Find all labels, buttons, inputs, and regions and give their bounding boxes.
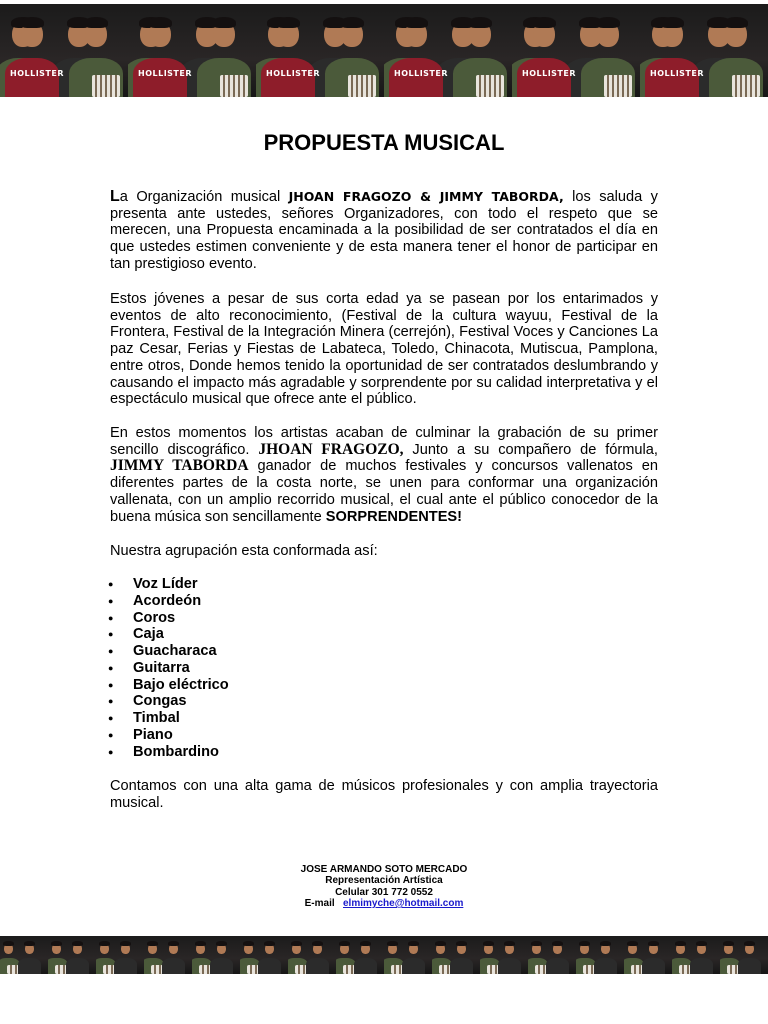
instrument-list-item: [108, 593, 229, 610]
bullet-icon: ●: [108, 579, 114, 589]
banner-figure-hair: [532, 17, 556, 28]
banner-figure-hair: [339, 941, 350, 946]
banner-photo-tile: [144, 936, 192, 974]
banner-photo-tile: [128, 4, 256, 97]
bullet-icon: ●: [108, 713, 114, 723]
banner-shirt-logo: HOLLISTER: [394, 69, 449, 79]
banner-photo-tile: [624, 936, 672, 974]
instrument-label: Piano: [133, 726, 173, 743]
banner-figure-hair: [212, 17, 236, 28]
instrument-list-item: [108, 727, 229, 744]
banner-figure-shirt: [210, 958, 233, 974]
bottom-photo-banner: [0, 936, 768, 974]
banner-figure-shirt: [114, 958, 137, 974]
banner-figure-hair: [627, 941, 638, 946]
banner-accordion: [732, 75, 760, 97]
instrument-label: Bajo eléctrico: [133, 676, 229, 693]
banner-figure-hair: [360, 941, 371, 946]
recording-paragraph: [110, 425, 658, 525]
instrument-list-item: [108, 626, 229, 643]
closing-paragraph: Contamos con una alta gama de músicos profesionales y con amplia trayectoria musical.: [110, 778, 658, 811]
banner-figure-hair: [264, 941, 275, 946]
banner-accordion: [7, 965, 19, 974]
instrument-list-item: [108, 660, 229, 677]
intro-paragraph: [110, 189, 658, 273]
banner-figure-hair: [148, 17, 172, 28]
bullet-icon: ●: [108, 646, 114, 656]
banner-figure-hair: [552, 941, 563, 946]
signatory-name: JOSE ARMANDO SOTO MERCADO: [300, 864, 468, 875]
signature-block: [0, 864, 768, 909]
bullet-icon: ●: [108, 696, 114, 707]
banner-figure-shirt: [402, 958, 425, 974]
banner-accordion: [727, 965, 739, 974]
banner-figure-hair: [723, 941, 734, 946]
bullet-icon: ●: [108, 595, 114, 606]
intro-text: a Organización musical: [119, 189, 289, 205]
banner-photo-tile: [432, 936, 480, 974]
group-intro-paragraph: Nuestra agrupación esta conformada así:: [110, 543, 378, 559]
banner-figure-hair: [483, 941, 494, 946]
banner-figure-shirt: [306, 958, 329, 974]
banner-figure-hair: [20, 17, 44, 28]
organization-name: JHOAN FRAGOZO & JIMMY TABORDA,: [288, 189, 564, 204]
banner-photo-tile: [48, 936, 96, 974]
recording-text-1: En estos momentos los artistas acaban de culminar la grabación de su primer sencillo discográfico.: [110, 425, 658, 458]
artist-name-jimmy: JIMMY TABORDA: [110, 457, 249, 475]
banner-accordion: [487, 965, 499, 974]
instrument-label: Caja: [133, 626, 164, 643]
email-link[interactable]: elmimyche@hotmail.com: [343, 897, 464, 909]
banner-accordion: [55, 965, 67, 974]
bullet-icon: ●: [108, 679, 114, 690]
banner-figure-hair: [600, 941, 611, 946]
banner-figure-hair: [504, 941, 515, 946]
banner-figure-hair: [243, 941, 254, 946]
banner-figure-hair: [404, 17, 428, 28]
banner-figure-hair: [675, 941, 686, 946]
instrument-label: Voz Líder: [133, 576, 198, 592]
banner-photo-tile: [512, 4, 640, 97]
banner-figure-hair: [596, 17, 620, 28]
banner-figure-shirt: [18, 958, 41, 974]
banner-photo-tile: [528, 936, 576, 974]
banner-figure-hair: [744, 941, 755, 946]
emphasis-text: SORPRENDENTES!: [325, 508, 463, 525]
banner-photo-tile: [192, 936, 240, 974]
bullet-icon: ●: [108, 612, 114, 623]
banner-figure-hair: [435, 941, 446, 946]
banner-photo-tile: [672, 936, 720, 974]
signatory-email-line: [0, 898, 768, 909]
banner-figure-hair: [579, 941, 590, 946]
instrument-label: Acordeón: [133, 592, 202, 609]
banner-figure-hair: [456, 941, 467, 946]
banner-figure-hair: [216, 941, 227, 946]
banner-figure-hair: [99, 941, 110, 946]
banner-figure-hair: [724, 17, 748, 28]
banner-figure-hair: [120, 941, 131, 946]
signatory-phone: Celular 301 772 0552: [335, 886, 433, 898]
banner-shirt-logo: HOLLISTER: [522, 69, 577, 79]
intro-rest: los saluda y presenta ante ustedes, señores Organizadores, con todo el respeto que se merecen, una Propuesta encaminada a la posibilidad de ser contratados el día en que ustedes estimen conveniente y de esta manera tener el honor de participar en tan prestigioso evento.: [110, 189, 658, 272]
banner-accordion: [535, 965, 547, 974]
banner-figure-shirt: [594, 958, 617, 974]
banner-photo-tile: [384, 936, 432, 974]
banner-photo-tile: [720, 936, 768, 974]
drop-letter: L: [110, 188, 120, 205]
banner-figure-hair: [291, 941, 302, 946]
banner-accordion: [679, 965, 691, 974]
banner-accordion: [476, 75, 504, 97]
banner-photo-tile: [576, 936, 624, 974]
banner-accordion: [439, 965, 451, 974]
instrument-list-item: [108, 677, 229, 694]
banner-figure-shirt: [546, 958, 569, 974]
banner-figure-shirt: [354, 958, 377, 974]
banner-photo-tile: [640, 4, 768, 97]
instrument-label: Timbal: [133, 710, 180, 726]
instrument-list-item: [108, 576, 229, 593]
banner-figure-shirt: [738, 958, 761, 974]
banner-accordion: [348, 75, 376, 97]
banner-photo-tile: [480, 936, 528, 974]
banner-figure-hair: [84, 17, 108, 28]
instrument-label: Bombardino: [133, 743, 219, 760]
banner-accordion: [295, 965, 307, 974]
banner-shirt-logo: HOLLISTER: [650, 69, 705, 79]
banner-shirt-logo: HOLLISTER: [138, 69, 193, 79]
banner-figure-hair: [340, 17, 364, 28]
banner-accordion: [631, 965, 643, 974]
artist-name-jhoan: JHOAN FRAGOZO,: [258, 440, 404, 458]
banner-photo-tile: [0, 4, 128, 97]
email-label: E-mail: [304, 897, 335, 909]
banner-accordion: [199, 965, 211, 974]
banner-figure-hair: [147, 941, 158, 946]
instrument-list-item: [108, 610, 229, 627]
banner-shirt-logo: HOLLISTER: [266, 69, 321, 79]
banner-figure-hair: [72, 941, 83, 946]
banner-figure-shirt: [66, 958, 89, 974]
instrument-label: Guitarra: [133, 659, 190, 676]
banner-accordion: [103, 965, 115, 974]
instrument-list-item: [108, 710, 229, 727]
instrument-label: Congas: [133, 693, 187, 710]
banner-photo-tile: [240, 936, 288, 974]
banner-figure-hair: [468, 17, 492, 28]
banner-shirt-logo: HOLLISTER: [10, 69, 65, 79]
page-title: PROPUESTA MUSICAL: [263, 130, 505, 155]
bullet-icon: ●: [108, 629, 114, 640]
instrument-label: Coros: [133, 609, 176, 626]
banner-figure-shirt: [258, 958, 281, 974]
bullet-icon: ●: [108, 662, 114, 673]
banner-figure-hair: [24, 941, 35, 946]
instrument-list-item: [108, 643, 229, 660]
banner-photo-tile: [256, 4, 384, 97]
instrument-list-item: [108, 744, 229, 761]
banner-figure-hair: [168, 941, 179, 946]
experience-paragraph: Estos jóvenes a pesar de sus corta edad ya se pasean por los entarimados y eventos de alto reconocimiento, (Festival de la cultura wayuu, Festival de la Frontera, Festival de la Integración Minera (cerrejón), Festival Voces y Canciones La paz Cesar, Ferias y Fiestas de Labateca, Toledo, Chinacota, Mutiscua, Pamplona, entre otros, Donde hemos tenido la oportunidad de ser contratados deslumbrando y causando el impacto más agradable y sorprendente por su calidad interpretativa y el espectáculo musical que ofrece ante el público.: [110, 291, 658, 408]
banner-figure-hair: [276, 17, 300, 28]
banner-photo-tile: [336, 936, 384, 974]
banner-accordion: [92, 75, 120, 97]
banner-figure-shirt: [642, 958, 665, 974]
banner-figure-hair: [3, 941, 14, 946]
banner-figure-hair: [531, 941, 542, 946]
banner-figure-hair: [660, 17, 684, 28]
signatory-role: Representación Artística: [325, 875, 443, 887]
instrument-list-item: [108, 693, 229, 710]
banner-figure-hair: [408, 941, 419, 946]
instrument-label: Guacharaca: [133, 643, 217, 659]
banner-figure-hair: [195, 941, 206, 946]
banner-photo-tile: [0, 936, 48, 974]
banner-accordion: [604, 75, 632, 97]
bullet-icon: ●: [108, 746, 114, 757]
recording-text-3: ganador de muchos festivales y concursos vallenatos en diferentes partes de la costa norte, se unen para conformar una organización vallenata, con un amplio recorrido musical, el cual ante el público conocedor de la buena música son sencillamente: [110, 458, 658, 525]
banner-accordion: [391, 965, 403, 974]
banner-figure-hair: [648, 941, 659, 946]
banner-accordion: [247, 965, 259, 974]
banner-photo-tile: [96, 936, 144, 974]
banner-figure-hair: [312, 941, 323, 946]
banner-accordion: [343, 965, 355, 974]
banner-figure-shirt: [162, 958, 185, 974]
bullet-icon: ●: [108, 729, 114, 740]
recording-text-2: Junto a su compañero de fórmula,: [403, 441, 658, 458]
banner-photo-tile: [384, 4, 512, 97]
banner-accordion: [220, 75, 248, 97]
banner-accordion: [151, 965, 163, 974]
banner-accordion: [583, 965, 595, 974]
banner-figure-shirt: [450, 958, 473, 974]
banner-photo-tile: [288, 936, 336, 974]
banner-figure-shirt: [690, 958, 713, 974]
top-photo-banner: [0, 4, 768, 97]
banner-figure-hair: [696, 941, 707, 946]
banner-figure-hair: [387, 941, 398, 946]
banner-figure-shirt: [498, 958, 521, 974]
banner-figure-hair: [51, 941, 62, 946]
instrument-list: [108, 576, 229, 760]
